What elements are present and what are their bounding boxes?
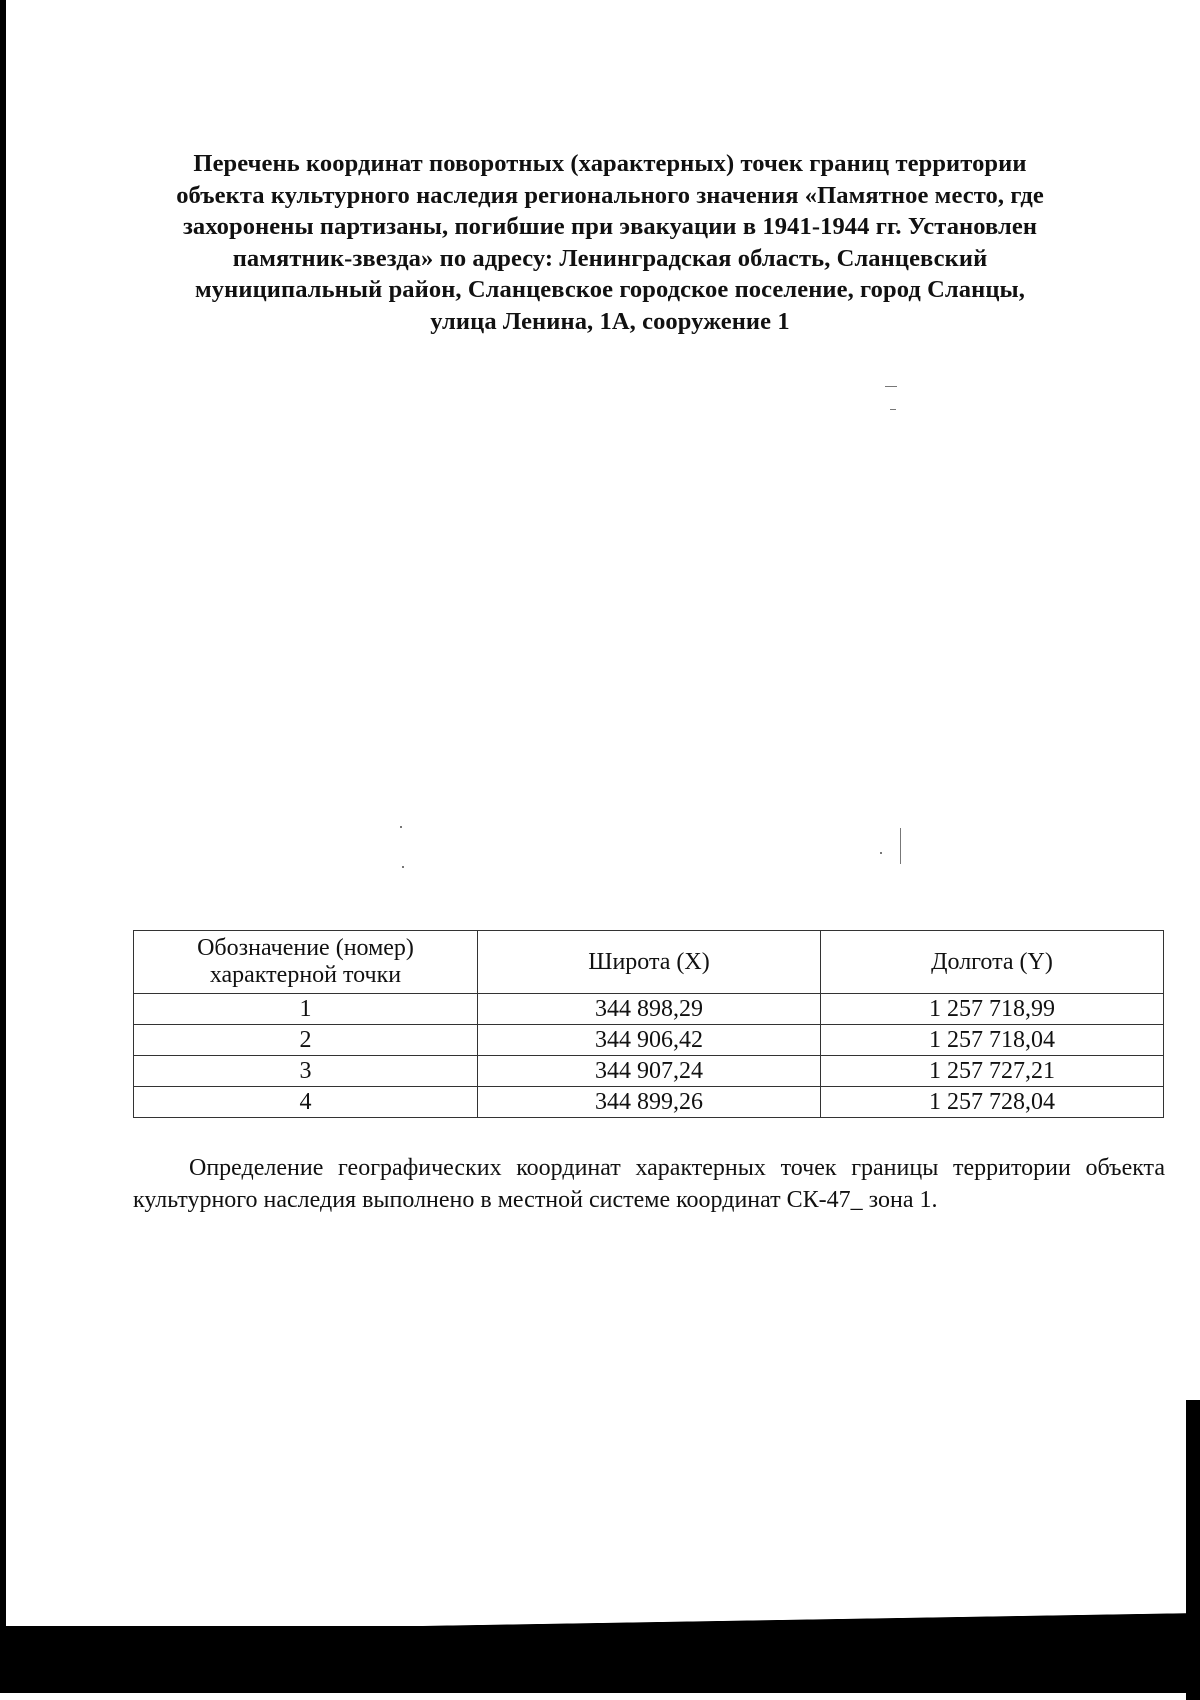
table-row bbox=[134, 1087, 1164, 1118]
title-line: муниципальный район, Сланцевское городское поселение, город Сланцы, bbox=[195, 276, 1025, 303]
table-row bbox=[134, 1056, 1164, 1087]
document-title bbox=[130, 148, 1090, 337]
scan-speck bbox=[885, 386, 897, 387]
coordinate-system-note: Определение географических координат характерных точек границы территории объекта культурного наследия выполнено в местной системе координат СК-47_ зона 1. bbox=[133, 1155, 1165, 1213]
coordinates-table bbox=[133, 930, 1164, 1118]
table-row bbox=[134, 1025, 1164, 1056]
cell-point: 3 bbox=[134, 1056, 478, 1087]
scan-speck bbox=[880, 852, 882, 854]
table-row bbox=[134, 994, 1164, 1025]
cell-point: 2 bbox=[134, 1025, 478, 1056]
scan-speck bbox=[900, 828, 901, 864]
scan-speck bbox=[402, 866, 404, 868]
header-latitude: Широта (X) bbox=[478, 931, 821, 994]
cell-latitude: 344 899,26 bbox=[478, 1087, 821, 1118]
cell-longitude: 1 257 718,99 bbox=[821, 994, 1164, 1025]
table-header-row bbox=[134, 931, 1164, 994]
title-line: Перечень координат поворотных (характерных) точек границ территории bbox=[193, 150, 1027, 177]
cell-latitude: 344 898,29 bbox=[478, 994, 821, 1025]
cell-longitude: 1 257 718,04 bbox=[821, 1025, 1164, 1056]
scan-edge-left bbox=[0, 0, 6, 1693]
cell-point: 1 bbox=[134, 994, 478, 1025]
title-line: улица Ленина, 1А, сооружение 1 bbox=[430, 307, 790, 335]
cell-latitude: 344 907,24 bbox=[478, 1056, 821, 1087]
cell-point: 4 bbox=[134, 1087, 478, 1118]
title-line: захоронены партизаны, погибшие при эвакуации в 1941-1944 гг. Установлен bbox=[182, 213, 1038, 240]
title-line: объекта культурного наследия регионального значения «Памятное место, где bbox=[176, 181, 1044, 209]
scan-speck bbox=[890, 409, 896, 410]
cell-longitude: 1 257 727,21 bbox=[821, 1056, 1164, 1087]
scan-speck bbox=[400, 826, 402, 828]
cell-longitude: 1 257 728,04 bbox=[821, 1087, 1164, 1118]
scan-edge-bottom bbox=[0, 1626, 1200, 1693]
header-point-number: Обозначение (номер) характерной точки bbox=[134, 931, 478, 994]
cell-latitude: 344 906,42 bbox=[478, 1025, 821, 1056]
header-longitude: Долгота (Y) bbox=[821, 931, 1164, 994]
title-line: памятник-звезда» по адресу: Ленинградская область, Сланцевский bbox=[232, 244, 988, 272]
